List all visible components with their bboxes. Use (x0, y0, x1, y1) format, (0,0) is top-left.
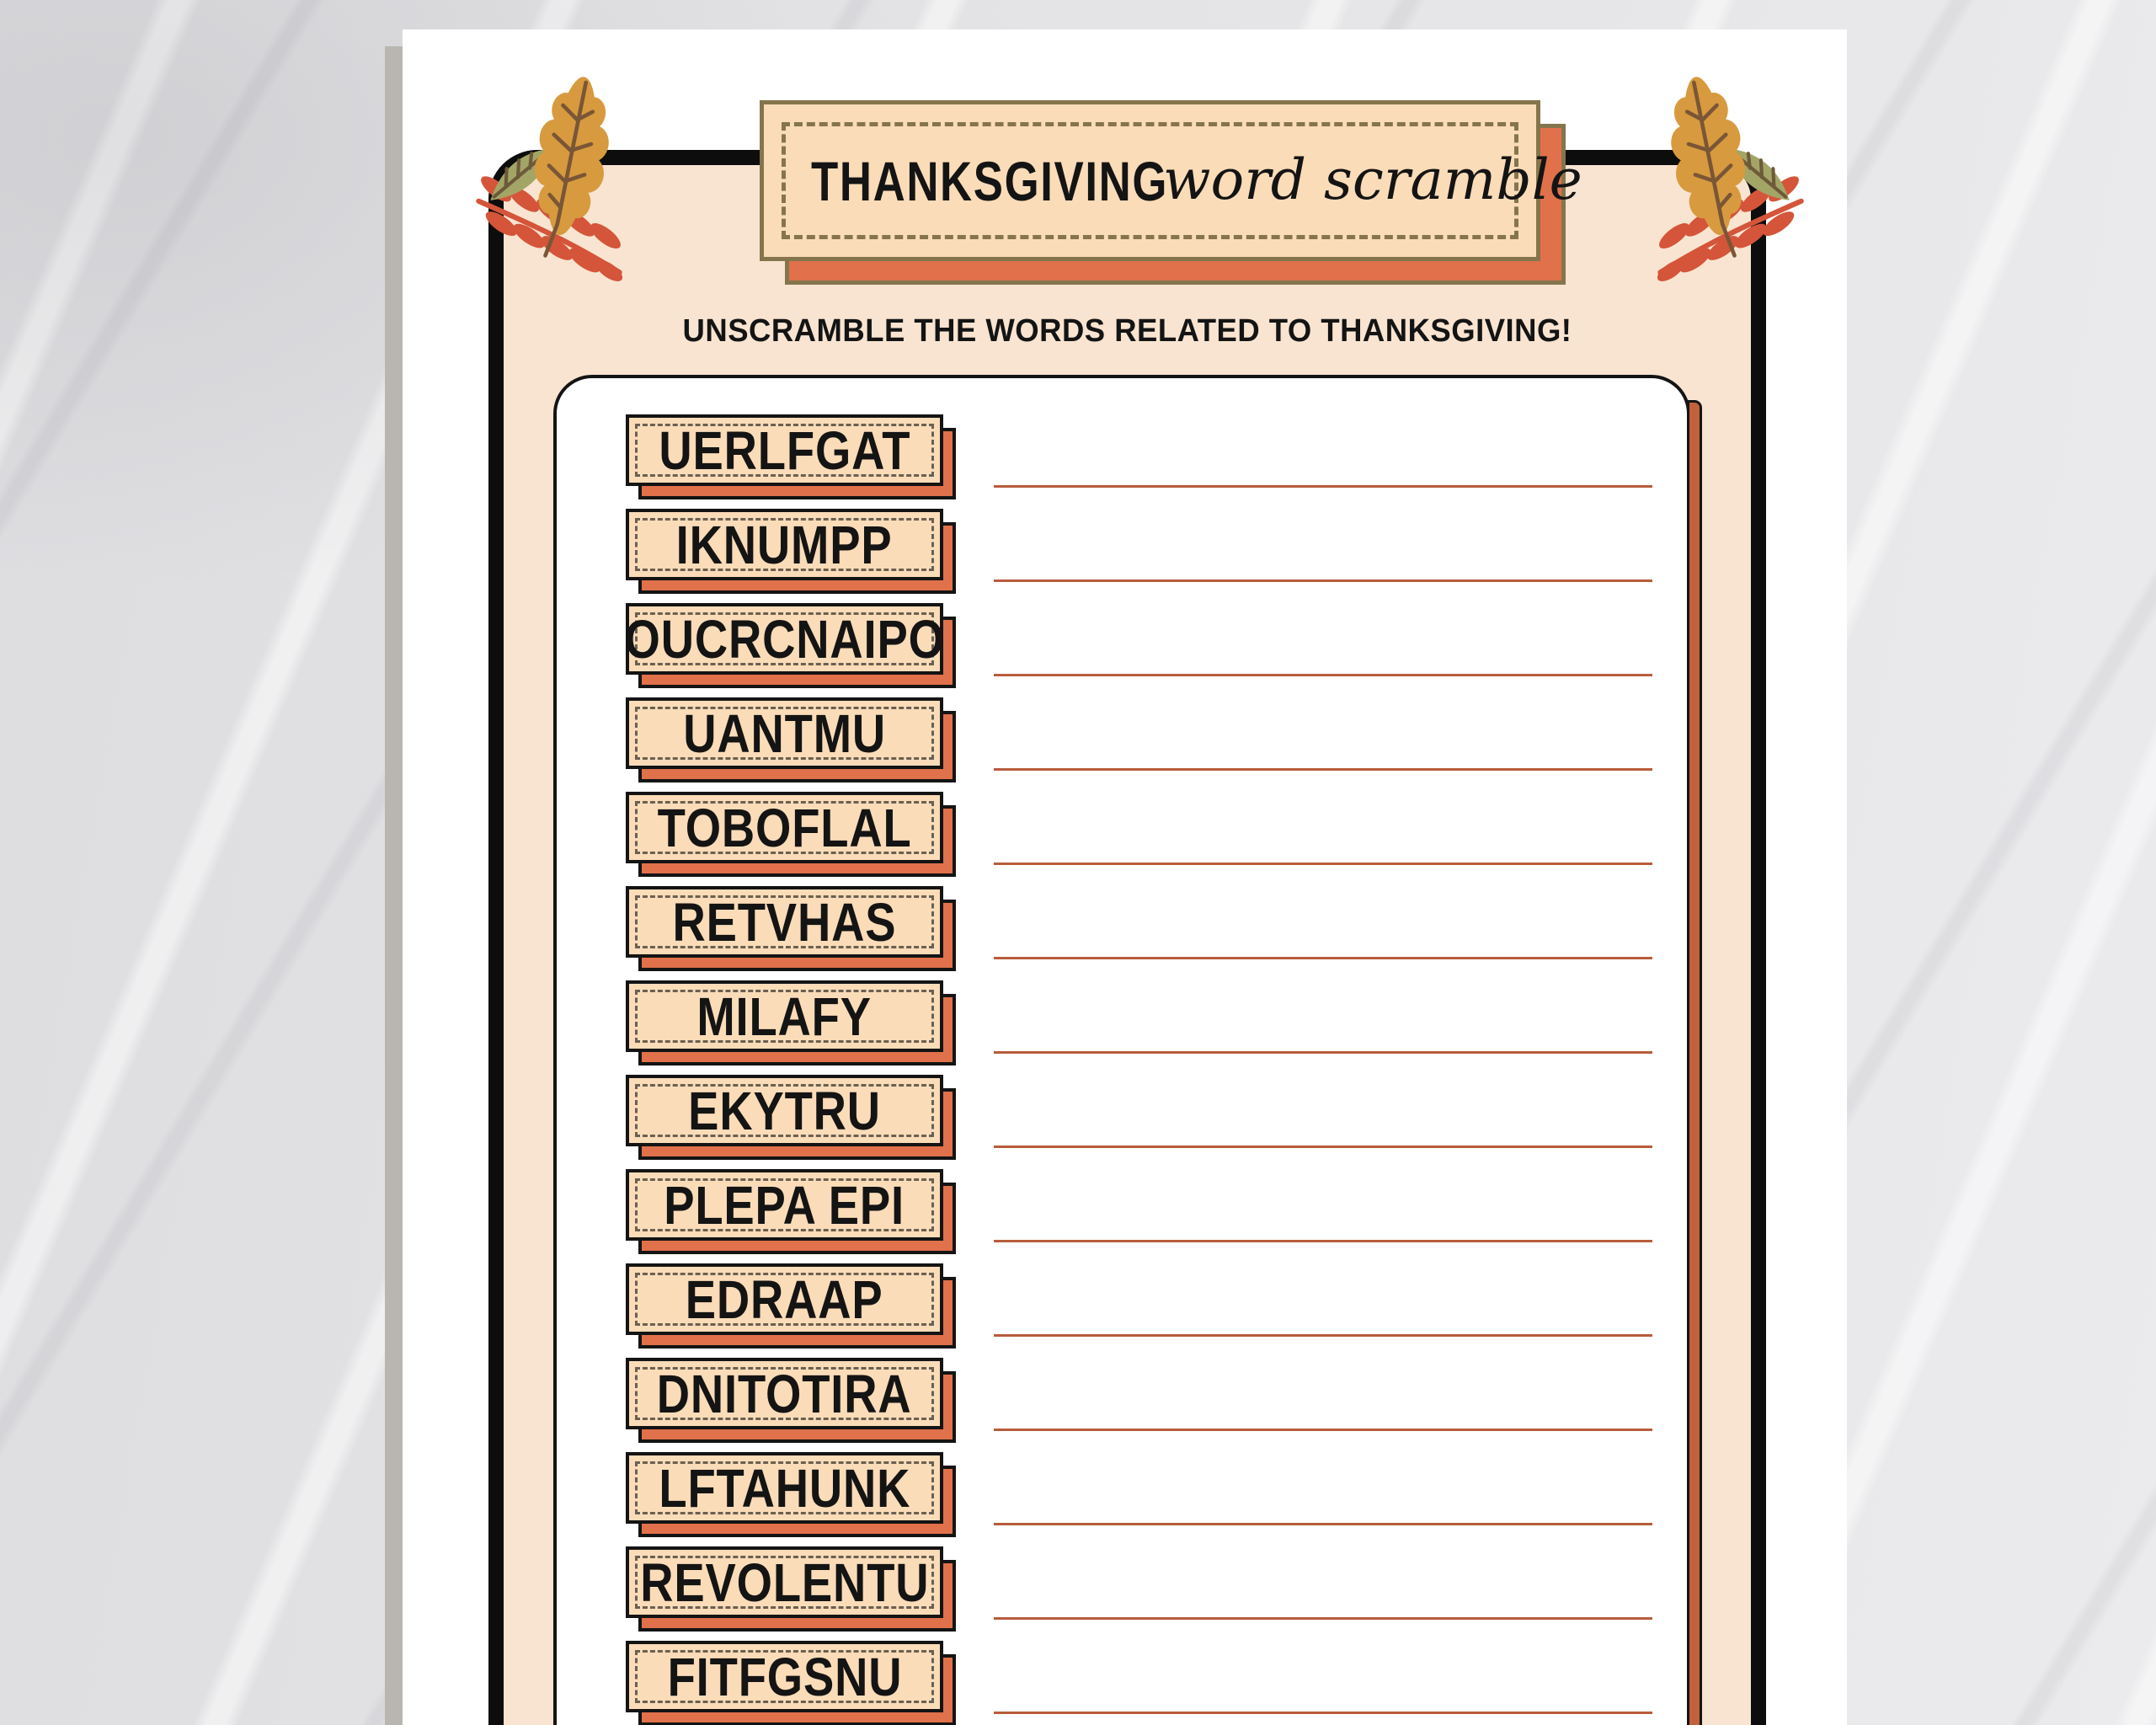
scrambled-word: EDRAAP (686, 1268, 883, 1330)
answer-line (994, 1523, 1652, 1525)
scrambled-word-tile (626, 886, 943, 958)
word-row (626, 697, 1690, 792)
word-row (626, 792, 1690, 886)
scrambled-word: UERLFGAT (659, 419, 910, 481)
word-row (626, 1641, 1690, 1725)
word-row (626, 1452, 1690, 1546)
scrambled-word-tile (626, 980, 943, 1052)
scrambled-word: REVOLENTU (639, 1551, 930, 1613)
scrambled-word: PLEPA EPI (664, 1174, 905, 1236)
word-row (626, 1263, 1690, 1358)
scrambled-word: TOBOFLAL (657, 797, 912, 858)
scrambled-word: FITFGSNU (667, 1646, 902, 1707)
scrambled-word: DNITOTIRA (657, 1363, 912, 1424)
word-row (626, 509, 1690, 603)
scrambled-word-tile (626, 792, 943, 863)
scrambled-word-tile (626, 697, 943, 769)
word-row (626, 980, 1690, 1075)
scrambled-word-tile (626, 1452, 943, 1524)
answer-line (994, 485, 1652, 488)
word-row (626, 1075, 1690, 1169)
answer-line (994, 1051, 1652, 1054)
answer-line (994, 1429, 1652, 1431)
word-row (626, 886, 1690, 980)
scrambled-word: UANTMU (683, 702, 886, 764)
word-row (626, 603, 1690, 697)
answer-line (994, 674, 1652, 676)
scrambled-word-tile (626, 603, 943, 675)
answer-line (994, 1146, 1652, 1148)
answer-line (994, 768, 1652, 771)
scrambled-word-tile (626, 1263, 943, 1335)
answer-line (994, 1617, 1652, 1620)
answer-line (994, 1712, 1652, 1714)
word-row (626, 1358, 1690, 1452)
page-title-script: word scramble (1163, 147, 1582, 212)
scrambled-word-tile (626, 414, 943, 486)
scrambled-word-tile (626, 1641, 943, 1712)
answer-line (994, 1334, 1652, 1337)
title-banner (760, 100, 1582, 261)
scrambled-word: MILAFY (696, 985, 873, 1047)
scrambled-word: RETVHAS (672, 891, 897, 953)
scrambled-word: EKYTRU (688, 1080, 881, 1141)
scrambled-word-tile (626, 1075, 943, 1146)
instructions-text: UNSCRAMBLE THE WORDS RELATED TO THANKSGIVING! (682, 313, 1572, 349)
scrambled-word: IKNUMPP (676, 514, 893, 575)
word-list (626, 414, 1690, 1725)
answer-line (994, 579, 1652, 582)
scrambled-word-tile (626, 1169, 943, 1241)
scrambled-word: LFTAHUNK (659, 1457, 910, 1519)
scrambled-word-tile (626, 1358, 943, 1429)
word-row (626, 414, 1690, 509)
answer-line (994, 862, 1652, 865)
answer-line (994, 1240, 1652, 1242)
word-row (626, 1169, 1690, 1263)
scrambled-word: OUCRCNAIPO (624, 608, 945, 670)
scrambled-word-tile (626, 509, 943, 580)
title-banner-box (760, 100, 1582, 261)
autumn-leaf-cluster-left (468, 71, 632, 288)
word-row (626, 1546, 1690, 1641)
answer-line (994, 957, 1652, 959)
scrambled-word-tile (626, 1546, 943, 1618)
autumn-leaf-cluster-right (1647, 71, 1812, 288)
page-title: THANKSGIVING (811, 149, 1169, 212)
